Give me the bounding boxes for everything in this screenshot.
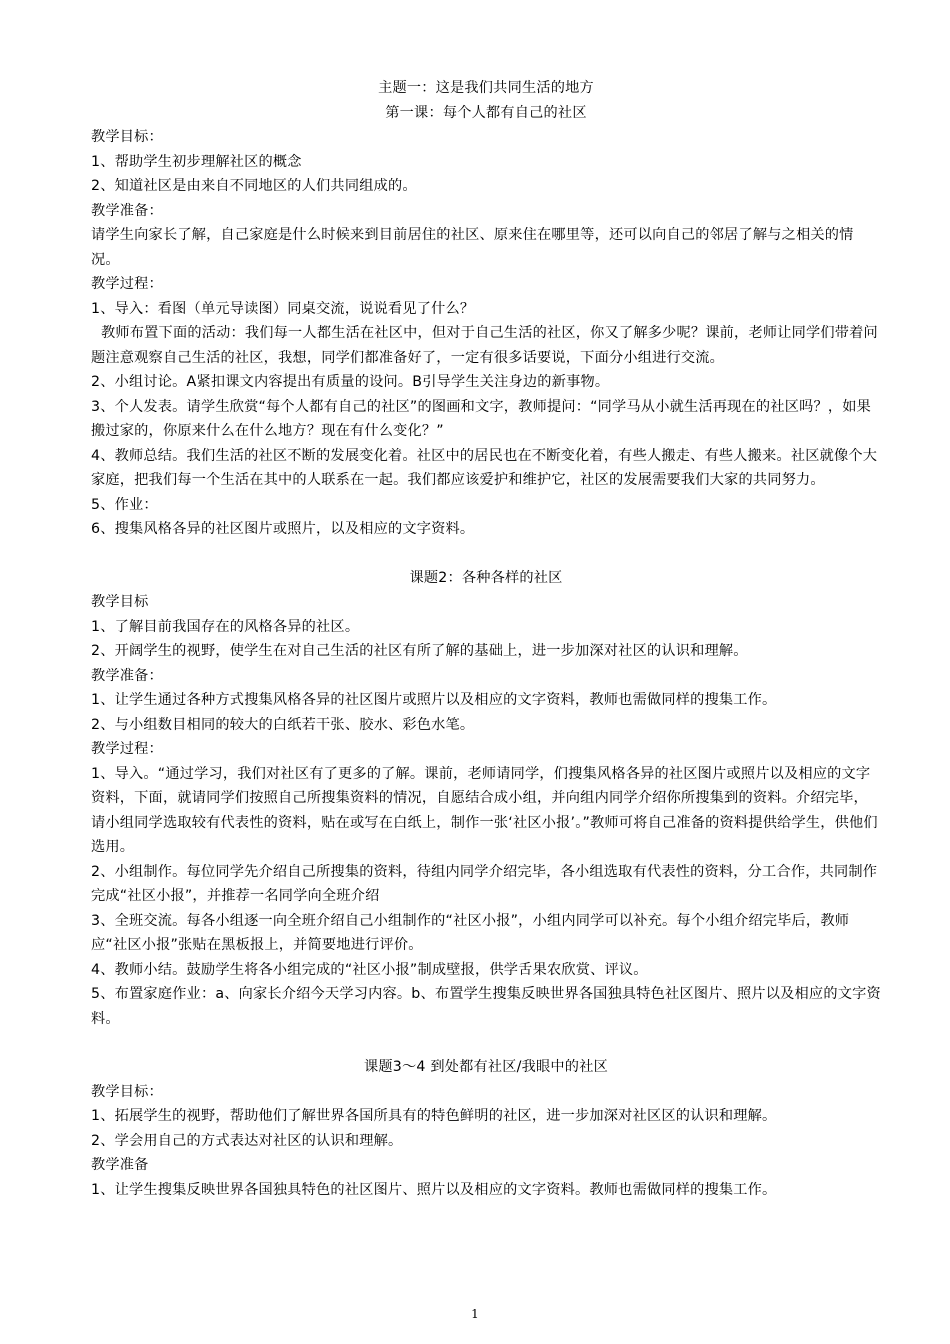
goals-heading: 教学目标： [91, 129, 163, 145]
goals-heading: 教学目标： [91, 1083, 163, 1100]
goal-item: 1、拓展学生的视野，帮助他们了解世界各国所具有的特色鲜明的社区，进一步加深对社区区的认识和理解。 [91, 1108, 777, 1124]
process-item: 4、教师总结。我们生活的社区不断的发展变化着。社区中的居民也在不断变化着，有些人搬走、有些人搬来。社区就像个大家庭，把我们每一个生活在其中的人联系在一起。我们都应该爱护和维护它，社区的发展需要我们大家的共同努力。 [91, 447, 878, 488]
process-item: 4、教师小结。鼓励学生将各小组完成的“社区小报”制成壁报，供学舌果农欣赏、评议。 [91, 961, 648, 978]
theme-title: 主题一：这是我们共同生活的地方 [378, 80, 594, 96]
process-item: 教师布置下面的活动：我们每一人都生活在社区中，但对于自己生活的社区，你又了解多少呢？课前，老师让同学们带着问题注意观察自己生活的社区，我想，同学们都准备好了，一定有很多话要说，下面分小组进行交流。 [91, 325, 878, 366]
document-page [91, 76, 881, 1202]
process-item: 1、导入：看图（单元导读图）同桌交流，说说看见了什么？ [91, 300, 475, 317]
prep-item: 1、让学生搜集反映世界各国独具特色的社区图片、照片以及相应的文字资料。教师也需做同样的搜集工作。 [91, 1181, 777, 1198]
lesson-title: 第一课：每个人都有自己的社区 [385, 104, 587, 121]
spacer [91, 1031, 881, 1055]
process-item: 6、搜集风格各异的社区图片或照片，以及相应的文字资料。 [91, 521, 475, 537]
section-title: 课题2：各种各样的社区 [409, 569, 563, 586]
prep-heading: 教学准备： [91, 202, 163, 219]
process-item: 1、导入。“通过学习，我们对社区有了更多的了解。课前，老师请同学，们搜集风格各异的社区图片或照片以及相应的文字资料，下面，就请同学们按照自己所搜集资料的情况，自愿结合成小组，并向组内同学介绍你所搜集到的资料。介绍完毕，请小组同学选取较有代表性的资料，贴在或写在白纸上，制作一张‘社区小报’。”教师可将自己准备的资料提供给学生，供他们选用。 [91, 765, 878, 855]
process-item: 3、个人发表。请学生欣赏“每个人都有自己的社区”的图画和文字，教师提问：“同学马从小就生活再现在的社区吗？，如果搬过家的，你原来什么在什么地方？现在有什么变化？” [91, 398, 872, 439]
prep-text: 请学生向家长了解，自己家庭是什么时候来到目前居住的社区、原来住在哪里等，还可以向自己的邻居了解与之相关的情况。 [91, 227, 854, 268]
process-item: 5、布置家庭作业：a、向家长介绍今天学习内容。b、布置学生搜集反映世界各国独具特色社区图片、照片以及相应的文字资料。 [91, 986, 881, 1027]
goal-item: 1、了解目前我国存在的风格各异的社区。 [91, 618, 360, 635]
goal-item: 2、学会用自己的方式表达对社区的认识和理解。 [91, 1132, 403, 1149]
prep-item: 2、与小组数目相同的较大的白纸若干张、胶水、彩色水笔。 [91, 716, 475, 733]
prep-heading: 教学准备： [91, 667, 163, 684]
goal-item: 2、知道社区是由来自不同地区的人们共同组成的。 [91, 178, 417, 194]
process-item: 2、小组讨论。A紧扣课文内容提出有质量的设问。B引导学生关注身边的新事物。 [91, 374, 610, 390]
goal-item: 1、帮助学生初步理解社区的概念 [91, 153, 302, 170]
page-number: 1 [471, 1307, 479, 1321]
process-item: 2、小组制作。每位同学先介绍自己所搜集的资料，待组内同学介绍完毕，各小组选取有代表性的资料，分工合作，共同制作完成“社区小报”，并推荐一名同学向全班介绍 [91, 863, 878, 904]
process-item: 5、作业： [91, 496, 158, 513]
section-title: 课题3～4 到处都有社区/我眼中的社区 [364, 1059, 608, 1075]
goals-heading: 教学目标 [91, 594, 149, 610]
prep-item: 1、让学生通过各种方式搜集风格各异的社区图片或照片以及相应的文字资料，教师也需做同样的搜集工作。 [91, 692, 777, 708]
goal-item: 2、开阔学生的视野，使学生在对自己生活的社区有所了解的基础上，进一步加深对社区的认识和理解。 [91, 643, 748, 659]
prep-heading: 教学准备 [91, 1157, 149, 1173]
process-heading: 教学过程： [91, 276, 163, 292]
process-heading: 教学过程： [91, 741, 163, 757]
spacer [91, 542, 881, 566]
process-item: 3、全班交流。每各小组逐一向全班介绍自己小组制作的“社区小报”，小组内同学可以补充。每个小组介绍完毕后，教师应“社区小报”张贴在黑板报上，并简要地进行评价。 [91, 912, 850, 953]
